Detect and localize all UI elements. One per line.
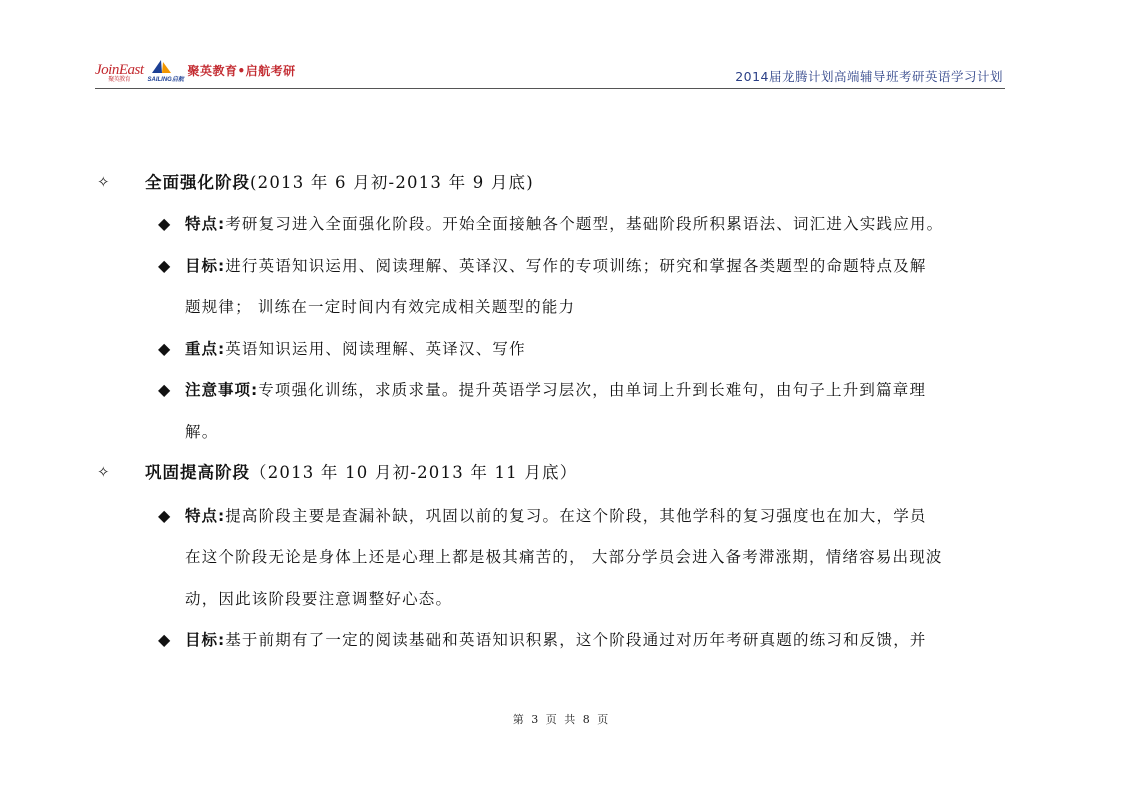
list-item: [185, 630, 927, 650]
page-number-footer: 第 3 页 共 8 页: [512, 713, 611, 726]
list-item: [185, 256, 927, 276]
list-item: [185, 506, 927, 526]
item-text-continued: 动，因此该阶段要注意调整好心态。: [185, 590, 453, 608]
sailing-logo-text: SAILING启航: [147, 77, 184, 83]
section-heading: [145, 173, 534, 193]
diamond-bullet-icon: ◆: [158, 214, 171, 233]
joineast-logo-subtext: 聚英教育: [108, 77, 131, 83]
section-period: （2013 年 10 月初-2013 年 11 月底）: [250, 463, 578, 482]
item-label: 重点:: [185, 340, 226, 358]
diamond-bullet-icon: ◆: [158, 339, 171, 358]
item-label: 特点:: [185, 215, 226, 233]
section-bullet-icon: ✧: [97, 173, 110, 191]
diamond-bullet-icon: ◆: [158, 630, 171, 649]
list-item: [185, 380, 926, 400]
page-header: [95, 54, 1005, 89]
company-logo: [95, 57, 296, 83]
section-heading: [145, 463, 577, 483]
list-item: [185, 214, 943, 234]
document-header-title: 2014届龙腾计划高端辅导班考研英语学习计划: [735, 69, 1003, 84]
list-item: [185, 339, 526, 359]
item-text-continued: 在这个阶段无论是身体上还是心理上都是极其痛苦的， 大部分学员会进入备考滞涨期，情绪容易出现波: [185, 548, 943, 566]
section-period: (2013 年 6 月初-2013 年 9 月底): [250, 173, 534, 192]
item-text: 进行英语知识运用、阅读理解、英译汉、写作的专项训练；研究和掌握各类题型的命题特点及解: [225, 257, 927, 275]
item-label: 特点:: [185, 507, 226, 525]
logo-slogan: 聚英教育•启航考研: [187, 64, 296, 78]
item-label: 注意事项:: [185, 381, 259, 399]
item-text: 英语知识运用、阅读理解、英译汉、写作: [225, 340, 526, 358]
item-text: 专项强化训练，求质求量。提升英语学习层次，由单词上升到长难句，由句子上升到篇章理: [258, 381, 927, 399]
diamond-bullet-icon: ◆: [158, 506, 171, 525]
diamond-bullet-icon: ◆: [158, 380, 171, 399]
item-text-continued: 解。: [185, 423, 219, 441]
sailing-logo: [148, 59, 182, 83]
section-bullet-icon: ✧: [97, 463, 110, 481]
item-label: 目标:: [185, 257, 226, 275]
item-text: 考研复习进入全面强化阶段。开始全面接触各个题型，基础阶段所积累语法、词汇进入实践应用。: [225, 215, 944, 233]
item-text: 提高阶段主要是查漏补缺，巩固以前的复习。在这个阶段，其他学科的复习强度也在加大，学员: [225, 507, 927, 525]
item-label: 目标:: [185, 631, 226, 649]
sail-icon: [150, 59, 172, 75]
joineast-logo: [95, 63, 144, 83]
section-title: 全面强化阶段: [145, 173, 250, 192]
diamond-bullet-icon: ◆: [158, 256, 171, 275]
item-text: 基于前期有了一定的阅读基础和英语知识积累，这个阶段通过对历年考研真题的练习和反馈，并: [225, 631, 927, 649]
joineast-logo-text: JoinEast: [95, 62, 144, 78]
section-title: 巩固提高阶段: [145, 463, 250, 482]
item-text-continued: 题规律； 训练在一定时间内有效完成相关题型的能力: [185, 298, 576, 316]
